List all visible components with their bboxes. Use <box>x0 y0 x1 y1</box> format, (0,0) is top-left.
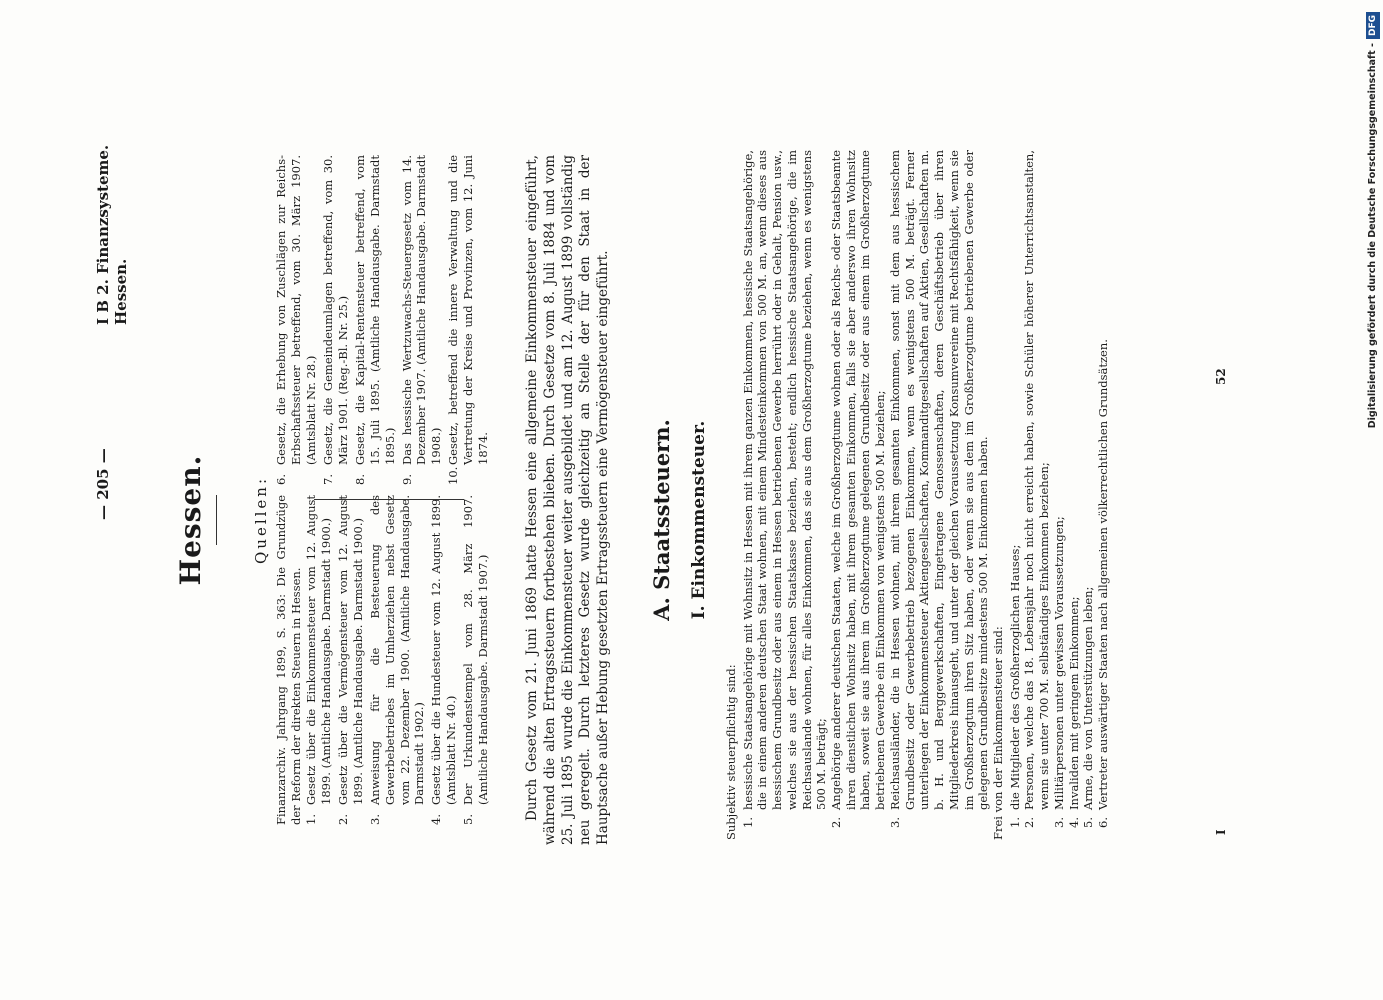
exemption-item-number: 3. <box>1051 817 1066 828</box>
exemption-item <box>1081 150 1096 828</box>
source-item-text: Das hessische Wertzuwachs-Steuergesetz vom 14. Dezember 1907. (Amtliche Handausgabe. Darmstadt 1908.) <box>399 155 444 465</box>
exemption-item <box>1052 150 1067 828</box>
source-item-number: 1. <box>303 814 318 825</box>
exemption-item-text: Vertreter auswärtiger Staaten nach allgemeinen völkerrechtlichen Grundsätzen. <box>1095 339 1110 810</box>
sources-label: Quellen: <box>252 475 270 565</box>
source-item-text: Gesetz, betreffend die innere Verwaltung und die Vertretung der Kreise und Provinzen, vom 12. Juni 1874. <box>446 155 491 465</box>
sheet-number: 52 <box>1214 368 1228 385</box>
page-header <box>94 125 131 915</box>
free-lead: Frei von der Einkommensteuer sind: <box>990 626 1005 840</box>
column-divider <box>314 499 464 500</box>
source-item <box>353 155 398 485</box>
digitization-banner <box>1366 12 1380 992</box>
section-heading-a: A. Staatssteuern. <box>649 419 674 621</box>
exemption-item-number: 5. <box>1081 817 1096 828</box>
source-item-text: Der Urkundenstempel vom 28. März 1907. (Amtliche Handausgabe. Darmstadt 1907.) <box>461 495 491 805</box>
exemption-item-number: 6. <box>1095 817 1110 828</box>
page-title: Hessen. <box>174 454 207 586</box>
source-item <box>304 495 334 825</box>
banner-text: Digitalisierung gefördert durch die Deutsche Forschungsgemeinschaft - <box>1367 43 1378 429</box>
exemption-item-text: Invaliden mit geringem Einkommen; <box>1066 596 1081 810</box>
exemption-item-text: Arme, die von Unterstützungen leben; <box>1081 586 1096 810</box>
source-item-text: Gesetz, die Kapital-Rentensteuer betreffend, vom 15. Juli 1895. (Amtliche Handausgabe. Darmstadt 1895.) <box>352 155 397 465</box>
subject-lead: Subjektiv steuerpflichtig sind: <box>724 664 738 840</box>
source-item-number: 4. <box>429 814 444 825</box>
source-item-text: Gesetz, die Erhebung von Zuschlägen zur Reichs-Erbschaftssteuer betreffend, vom 30. März 1907. (Amtsblatt Nr. 28.) <box>274 155 318 465</box>
source-item-number: 2. <box>335 814 350 825</box>
rotated-page-content <box>94 125 1274 915</box>
source-item-number: 5. <box>461 814 476 825</box>
source-item <box>461 495 491 825</box>
source-item <box>368 495 428 825</box>
exemption-item-number: 2. <box>1022 817 1037 828</box>
source-item-text: Anweisung für die Besteuerung des Gewerbebetriebes im Umherziehen nebst Gesetz vom 22. Dezember 1900. (Amtliche Handausgabe. Darmstadt 1902.) <box>367 495 427 805</box>
source-item-text: Gesetz über die Einkommensteuer vom 12. August 1899. (Amtliche Handausgabe. Darmstadt 1900.) <box>303 495 333 805</box>
source-item <box>400 155 445 485</box>
taxpayer-item <box>888 150 991 828</box>
taxpayer-item <box>741 150 829 828</box>
dfg-logo: DFG <box>1366 12 1380 39</box>
taxpayer-item-number: 3. <box>887 817 902 828</box>
signature-mark: I <box>1214 829 1228 835</box>
source-item <box>274 155 319 485</box>
source-item <box>429 495 459 825</box>
exemption-item-text: Personen, welche das 18. Lebensjahr noch nicht erreicht haben, sowie Schüler höherer Unterrichtsanstalten, wenn sie unter 700 M. selbständiges Einkommen beziehen; <box>1022 150 1052 810</box>
income-tax-body <box>724 150 1111 840</box>
taxpayer-item-number: 1. <box>740 817 755 828</box>
sources-right-column <box>274 155 493 485</box>
source-item-number: 10. <box>446 466 461 485</box>
source-item-number: 7. <box>320 474 335 485</box>
exemption-item-number: 4. <box>1066 817 1081 828</box>
taxpayer-item-number: 2. <box>829 817 844 828</box>
exemption-item <box>1022 150 1051 828</box>
source-item <box>336 495 366 825</box>
source-item-number: 6. <box>274 474 288 485</box>
intro-paragraph: Durch Gesetz vom 21. Juni 1869 hatte Hessen eine allgemeine Einkommensteuer eingeführt, während die alten Ertragssteuern fortbestehen blieben. Durch Gesetze vom 8. Juli 1884 und vom 25. Juli 1895 wurde die Einkommensteuer weiter ausgebildet und am 12. August 1899 vollständig neu geregelt. Durch letzteres Gesetz wurde gleichzeitig an Stelle der für den Staat in der Hauptsache außer Hebung gesetzten Ertragssteuern eine Vermögensteuer eingeführt. <box>524 155 612 845</box>
source-item-number: 9. <box>399 474 414 485</box>
taxpayer-item-text: Reichsausländer, die in Hessen wohnen, mit ihrem gesamten Einkommen, sonst mit dem aus hessischem Grundbesitz oder Gewerbebetrieb bezogenen Einkommen, wenn es wenigstens 500 M. beträgt. Ferner unterliegen der Einkommensteuer Aktiengesellschaften, Kommanditgesellschaften auf Aktien, Gesellschaften m. b. H. und Berggewerkschaften, Eingetragene Genossenschaften, deren Geschäftsbetrieb über ihren Mitgliederkreis hinausgeht, und unter der gleichen Voraussetzung Konsumvereine mit Rechtsfähigkeit, wenn sie im Großherzogtum ihren Sitz haben, oder wenn sie aus dem im Großherzogtume betriebenen Gewerbe oder gelegenen Grundbesitze mindestens 500 M. Einkommen haben. <box>887 150 991 810</box>
page-number: — 205 — <box>94 448 112 520</box>
taxpayer-item-text: hessische Staatsangehörige mit Wohnsitz in Hessen mit ihrem ganzen Einkommen, hessische Staatsangehörige, die in einem anderen deutschen Staat wohnen, mit einem Mindesteinkommen von 500 M. an, wenn dieses aus hessischem Grundbesitz oder aus einem in Hessen betriebenen Gewerbe herrührt oder in Gehalt, Pension usw., welches sie aus der hessischen Staatskasse beziehen, besteht; endlich hessische Staatsangehörige, die im Reichsauslande wohnen, für alles Einkommen, das sie aus dem Großherzogtume beziehen, wenn es wenigstens 500 M. beträgt; <box>740 150 829 810</box>
title-divider <box>216 495 217 545</box>
source-item-text: Gesetz über die Hundesteuer vom 12. August 1899. (Amtsblatt Nr. 40.) <box>429 495 459 805</box>
source-item <box>321 155 351 485</box>
exemption-item-text: Militärpersonen unter gewissen Voraussetzungen; <box>1051 516 1066 810</box>
source-item-number: 3. <box>367 814 382 825</box>
source-item-number: 8. <box>352 474 367 485</box>
exemption-item <box>1096 150 1111 828</box>
taxpayer-item-text: Angehörige anderer deutschen Staaten, welche im Großherzogtume wohnen oder als Reichs- oder Staatsbeamte ihren dienstlichen Wohnsitz haben, mit ihrem gesamten Einkommen, falls sie aber anderswo ihren Wohnsitz haben, soweit sie aus ihrem im Großherzogtume gelegenen Grundbesitz oder aus einem im Großherzogtume betriebenen Gewerbe ein Einkommen von wenigstens 500 M. beziehen; <box>829 150 888 810</box>
exemption-item-number: 1. <box>1007 817 1022 828</box>
taxpayer-item <box>829 150 888 828</box>
sources-intro: Finanzarchiv. Jahrgang 1899, S. 363: Die Grundzüge der Reform der direkten Steuern in Hessen. <box>274 495 303 825</box>
source-item <box>446 155 491 485</box>
exemption-item <box>1008 150 1023 828</box>
running-head: I B 2. Finanzsysteme. Hessen. <box>94 144 131 325</box>
section-heading-i: I. Einkommensteuer. <box>689 420 709 620</box>
exemption-item-text: die Mitglieder des Großherzoglichen Hauses; <box>1007 544 1022 810</box>
sources-left-column <box>274 495 493 825</box>
source-item-text: Gesetz über die Vermögensteuer vom 12. August 1899. (Amtliche Handausgabe. Darmstadt 1900.) <box>335 495 365 805</box>
source-item-text: Gesetz, die Gemeindeumlagen betreffend, vom 30. März 1901. (Reg.-Bl. Nr. 25.) <box>320 155 350 465</box>
exemption-item <box>1067 150 1082 828</box>
